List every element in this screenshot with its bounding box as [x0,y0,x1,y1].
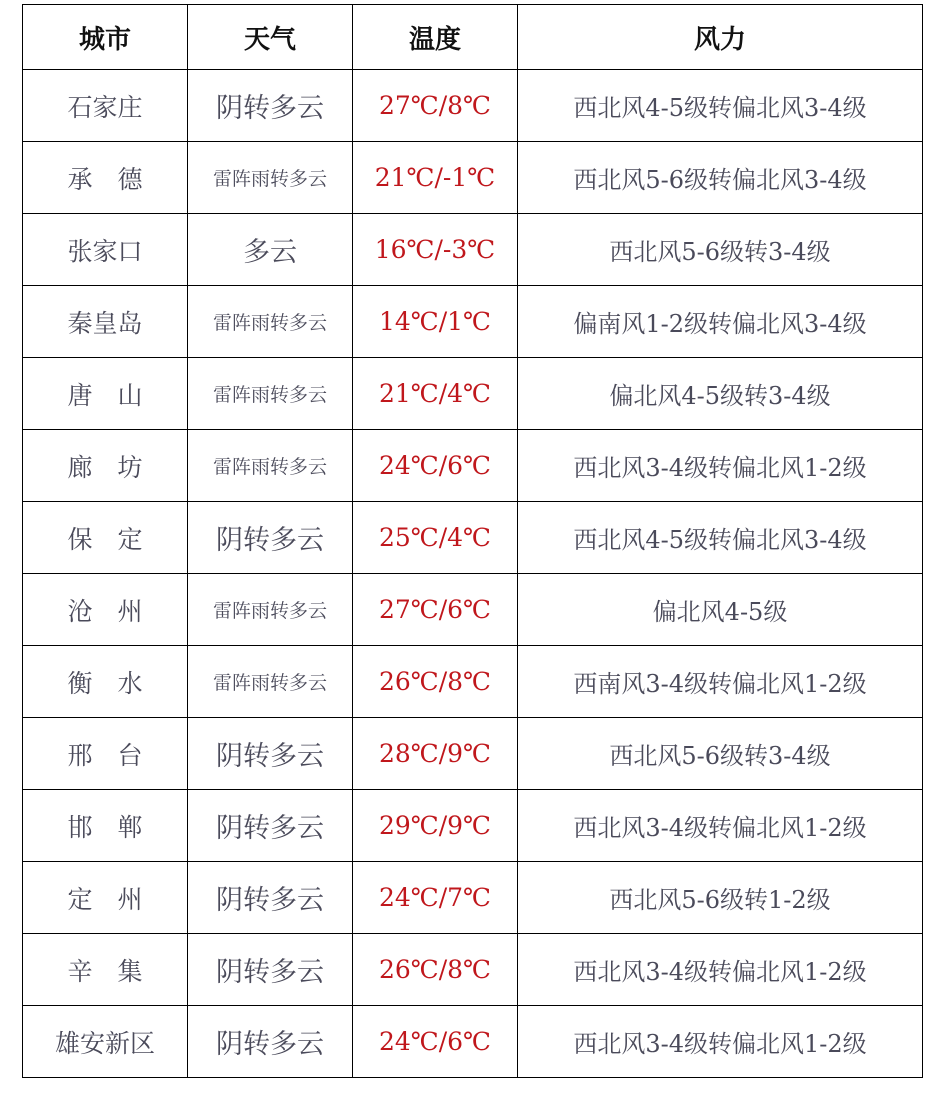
temperature-value: 21℃/4℃ [378,379,492,408]
temperature-value: 27℃/8℃ [378,91,492,120]
wind-cell: 偏北风4-5级 [518,574,923,646]
weather-forecast-table-container [22,4,923,1078]
weather-cell: 多云 [188,214,353,286]
city-cell: 保 定 [23,502,188,574]
header-weather: 天气 [188,5,353,70]
weather-cell: 雷阵雨转多云 [188,142,353,214]
city-cell: 张家口 [23,214,188,286]
city-cell: 辛 集 [23,934,188,1006]
table-row [23,286,923,358]
wind-cell: 西北风5-6级转3-4级 [518,214,923,286]
table-row [23,1006,923,1078]
temperature-value: 27℃/6℃ [378,595,492,624]
temperature-cell [353,646,518,718]
wind-cell: 偏南风1-2级转偏北风3-4级 [518,286,923,358]
temperature-value: 16℃/-3℃ [374,235,496,264]
temperature-value: 14℃/1℃ [378,307,492,336]
weather-cell: 阴转多云 [188,790,353,862]
weather-forecast-table [22,4,923,1078]
temperature-cell [353,358,518,430]
table-row [23,934,923,1006]
city-cell: 承 德 [23,142,188,214]
wind-cell: 西北风3-4级转偏北风1-2级 [518,790,923,862]
weather-cell: 雷阵雨转多云 [188,646,353,718]
temperature-value: 26℃/8℃ [378,955,492,984]
wind-cell: 西北风4-5级转偏北风3-4级 [518,70,923,142]
temperature-cell [353,142,518,214]
weather-cell: 雷阵雨转多云 [188,358,353,430]
wind-cell: 西南风3-4级转偏北风1-2级 [518,646,923,718]
table-row [23,790,923,862]
weather-cell: 阴转多云 [188,934,353,1006]
temperature-cell [353,430,518,502]
temperature-cell [353,934,518,1006]
temperature-cell [353,70,518,142]
table-row [23,502,923,574]
city-cell: 雄安新区 [23,1006,188,1078]
header-row [23,5,923,70]
table-row [23,718,923,790]
city-cell: 沧 州 [23,574,188,646]
table-row [23,646,923,718]
city-cell: 邯 郸 [23,790,188,862]
weather-cell: 阴转多云 [188,502,353,574]
table-row [23,70,923,142]
header-city: 城市 [23,5,188,70]
table-row [23,214,923,286]
weather-cell: 阴转多云 [188,718,353,790]
table-row [23,358,923,430]
temperature-value: 25℃/4℃ [378,523,492,552]
city-cell: 衡 水 [23,646,188,718]
wind-cell: 西北风3-4级转偏北风1-2级 [518,934,923,1006]
temperature-cell [353,862,518,934]
temperature-cell [353,718,518,790]
temperature-cell [353,502,518,574]
city-cell: 邢 台 [23,718,188,790]
wind-cell: 西北风5-6级转3-4级 [518,718,923,790]
temperature-cell [353,286,518,358]
wind-cell: 西北风5-6级转1-2级 [518,862,923,934]
weather-cell: 雷阵雨转多云 [188,430,353,502]
city-cell: 石家庄 [23,70,188,142]
temperature-cell [353,790,518,862]
wind-cell: 西北风5-6级转偏北风3-4级 [518,142,923,214]
temperature-value: 28℃/9℃ [378,739,492,768]
city-cell: 廊 坊 [23,430,188,502]
temperature-value: 29℃/9℃ [378,811,492,840]
table-row [23,574,923,646]
wind-cell: 西北风3-4级转偏北风1-2级 [518,1006,923,1078]
weather-cell: 阴转多云 [188,862,353,934]
city-cell: 定 州 [23,862,188,934]
wind-cell: 西北风3-4级转偏北风1-2级 [518,430,923,502]
temperature-value: 24℃/6℃ [378,451,492,480]
table-body [23,70,923,1078]
temperature-cell [353,1006,518,1078]
temperature-value: 24℃/6℃ [378,1027,492,1056]
table-row [23,142,923,214]
wind-cell: 西北风4-5级转偏北风3-4级 [518,502,923,574]
city-cell: 唐 山 [23,358,188,430]
temperature-value: 26℃/8℃ [378,667,492,696]
temperature-value: 24℃/7℃ [378,883,492,912]
table-row [23,862,923,934]
temperature-cell [353,214,518,286]
weather-cell: 雷阵雨转多云 [188,286,353,358]
weather-cell: 雷阵雨转多云 [188,574,353,646]
header-temperature: 温度 [353,5,518,70]
header-wind: 风力 [518,5,923,70]
weather-cell: 阴转多云 [188,1006,353,1078]
city-cell: 秦皇岛 [23,286,188,358]
wind-cell: 偏北风4-5级转3-4级 [518,358,923,430]
temperature-value: 21℃/-1℃ [374,163,496,192]
temperature-cell [353,574,518,646]
weather-cell: 阴转多云 [188,70,353,142]
table-row [23,430,923,502]
